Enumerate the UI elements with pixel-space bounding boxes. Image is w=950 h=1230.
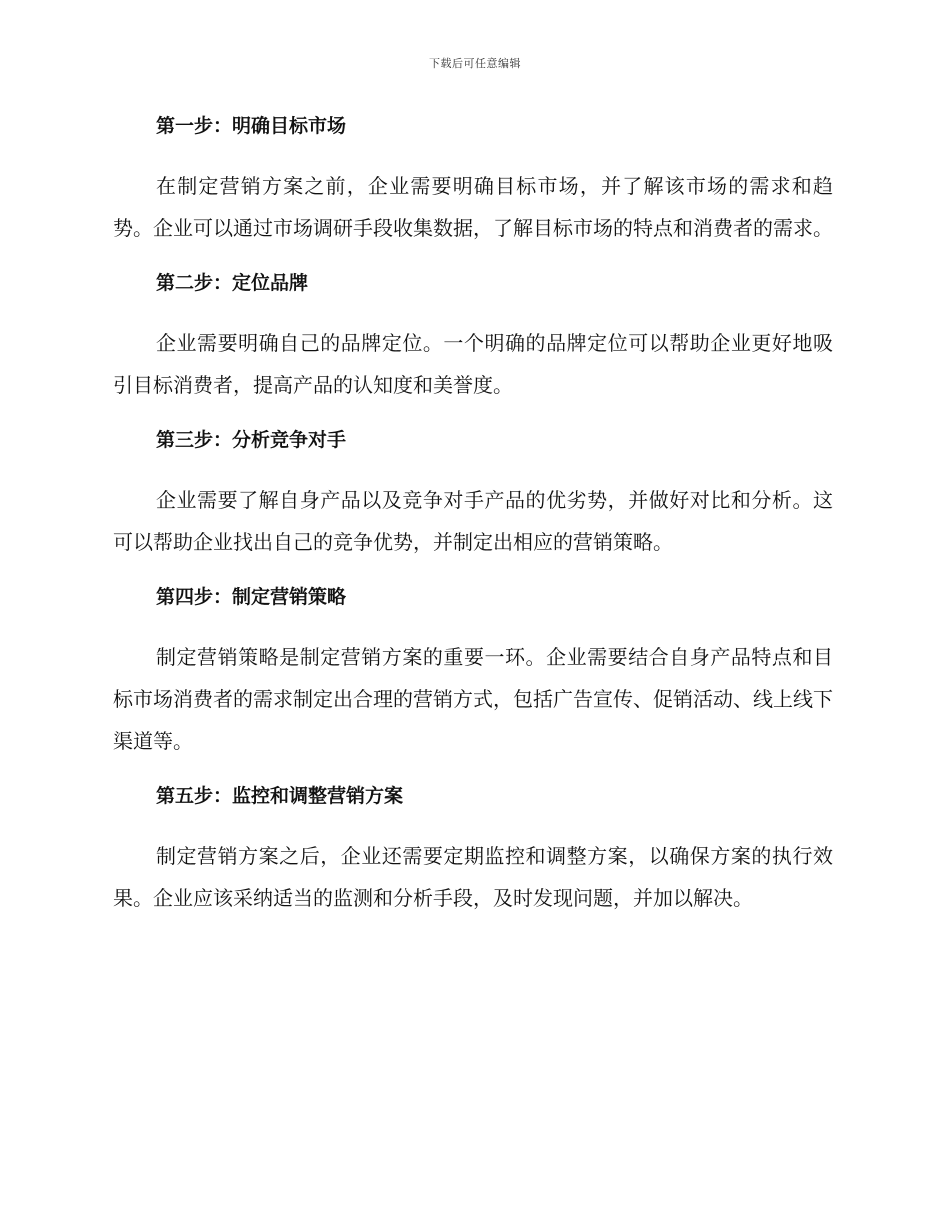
section-step-4: [113, 581, 833, 762]
section-paragraph: 在制定营销方案之前，企业需要明确目标市场，并了解该市场的需求和趋势。企业可以通过市场调研手段收集数据，了解目标市场的特点和消费者的需求。: [113, 174, 833, 240]
section-heading: 第二步：定位品牌: [156, 272, 309, 294]
section-heading: 第五步：监控和调整营销方案: [156, 785, 404, 807]
section-paragraph: 制定营销策略是制定营销方案的重要一环。企业需要结合自身产品特点和目标市场消费者的需求制定出合理的营销方式，包括广告宣传、促销活动、线上线下渠道等。: [113, 645, 833, 753]
section-paragraph: 制定营销方案之后，企业还需要定期监控和调整方案，以确保方案的执行效果。企业应该采纳适当的监测和分析手段，及时发现问题，并加以解决。: [113, 844, 833, 910]
section-paragraph: 企业需要了解自身产品以及竞争对手产品的优劣势，并做好对比和分析。这可以帮助企业找出自己的竞争优势，并制定出相应的营销策略。: [113, 488, 833, 554]
section-step-2: [113, 267, 833, 406]
section-heading: 第三步：分析竞争对手: [156, 429, 347, 451]
section-step-1: [113, 110, 833, 249]
document-body: [113, 110, 833, 937]
section-step-3: [113, 424, 833, 563]
section-step-5: [113, 780, 833, 919]
section-paragraph: 企业需要明确自己的品牌定位。一个明确的品牌定位可以帮助企业更好地吸引目标消费者，提高产品的认知度和美誉度。: [113, 331, 833, 397]
header-note: 下载后可任意编辑: [429, 57, 521, 70]
section-heading: 第一步：明确目标市场: [156, 115, 347, 137]
section-heading: 第四步：制定营销策略: [156, 586, 347, 608]
